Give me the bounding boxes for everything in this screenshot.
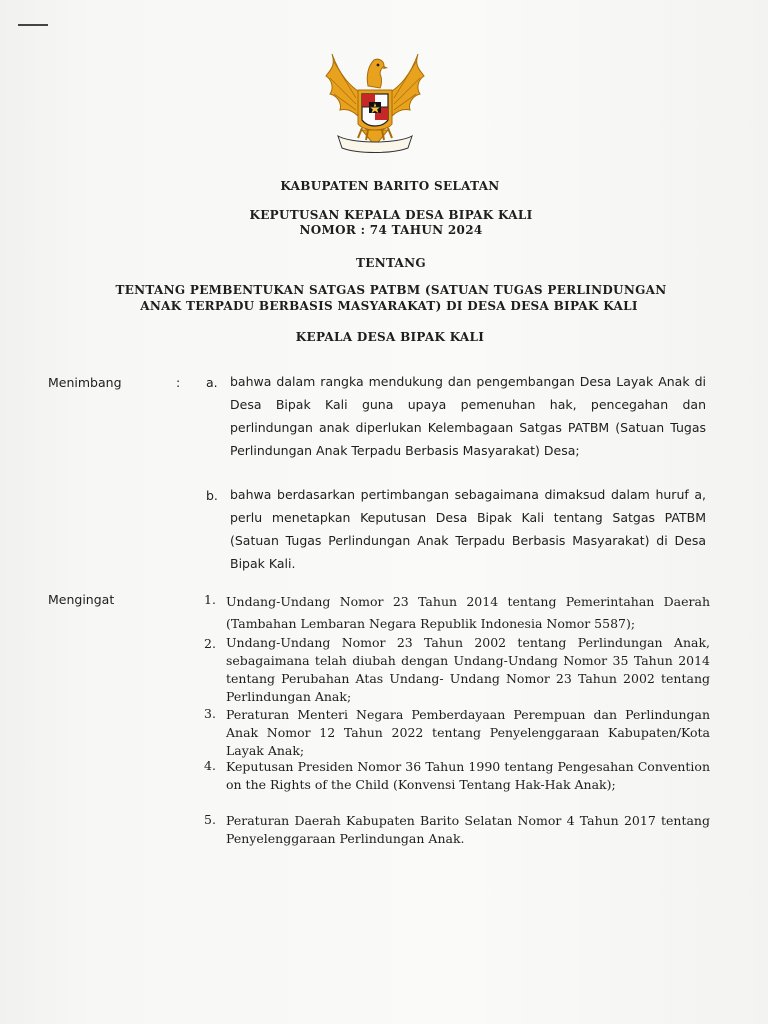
subject-line-2: ANAK TERPADU BERBASIS MASYARAKAT) DI DESA DESA BIPAK KALI bbox=[140, 299, 638, 313]
mengingat-item-mark: 3. bbox=[204, 706, 216, 721]
mengingat-item-mark: 1. bbox=[204, 592, 216, 607]
mengingat-item-mark: 5. bbox=[204, 812, 216, 827]
menimbang-item-mark: a. bbox=[206, 375, 218, 390]
mengingat-item-text: Undang-Undang Nomor 23 Tahun 2002 tentang Perlindungan Anak, sebagaimana telah diubah dengan Undang-Undang Nomor 35 Tahun 2014 tentang Perubahan Atas Undang- Undang Nomor 23 Tahun 2002 tentang Perlindungan Anak; bbox=[226, 635, 710, 704]
subject-line-1: TENTANG PEMBENTUKAN SATGAS PATBM (SATUAN TUGAS PERLINDUNGAN bbox=[115, 283, 667, 297]
menimbang-item-text: bahwa dalam rangka mendukung dan pengembangan Desa Layak Anak di Desa Bipak Kali guna upaya pemenuhan hak, pencegahan dan perlindungan anak diperlukan Kelembagaan Satgas PATBM (Satuan Tugas Perlindungan Anak Terpadu Berbasis Masyarakat) Desa; bbox=[230, 374, 706, 458]
mengingat-label: Mengingat bbox=[48, 592, 115, 607]
corner-mark bbox=[18, 24, 48, 26]
mengingat-item-text: Keputusan Presiden Nomor 36 Tahun 1990 tentang Pengesahan Convention on the Rights of the Child (Konvensi Tentang Hak-Hak Anak); bbox=[226, 759, 710, 792]
issuer-heading: KEPALA DESA BIPAK KALI bbox=[295, 330, 485, 344]
menimbang-colon: : bbox=[176, 375, 181, 390]
menimbang-item-text: bahwa berdasarkan pertimbangan sebagaimana dimaksud dalam huruf a, perlu menetapkan Keputusan Desa Bipak Kali tentang Satgas PATBM (Satuan Tugas Perlindungan Anak Terpadu Berbasis Masyarakat) di Desa Bipak Kali. bbox=[230, 487, 706, 571]
menimbang-item-mark: b. bbox=[206, 488, 218, 503]
about-heading: TENTANG bbox=[356, 256, 426, 270]
decree-number: NOMOR : 74 TAHUN 2024 bbox=[299, 223, 483, 237]
decree-title: KEPUTUSAN KEPALA DESA BIPAK KALI bbox=[249, 208, 533, 222]
regency-heading: KABUPATEN BARITO SELATAN bbox=[280, 179, 500, 193]
menimbang-label: Menimbang bbox=[48, 375, 122, 390]
mengingat-item-mark: 2. bbox=[204, 636, 216, 651]
garuda-emblem-icon bbox=[322, 46, 428, 158]
mengingat-item-text: Peraturan Menteri Negara Pemberdayaan Perempuan dan Perlindungan Anak Nomor 12 Tahun 2022 tentang Penyelenggaraan Kabupaten/Kota Layak Anak; bbox=[226, 707, 710, 758]
mengingat-item-text: Undang-Undang Nomor 23 Tahun 2014 tentang Pemerintahan Daerah (Tambahan Lembaran Negara Republik Indonesia Nomor 5587); bbox=[226, 594, 710, 631]
mengingat-item-text: Peraturan Daerah Kabupaten Barito Selatan Nomor 4 Tahun 2017 tentang Penyelenggaraan Perlindungan Anak. bbox=[226, 813, 710, 846]
mengingat-item-mark: 4. bbox=[204, 758, 216, 773]
